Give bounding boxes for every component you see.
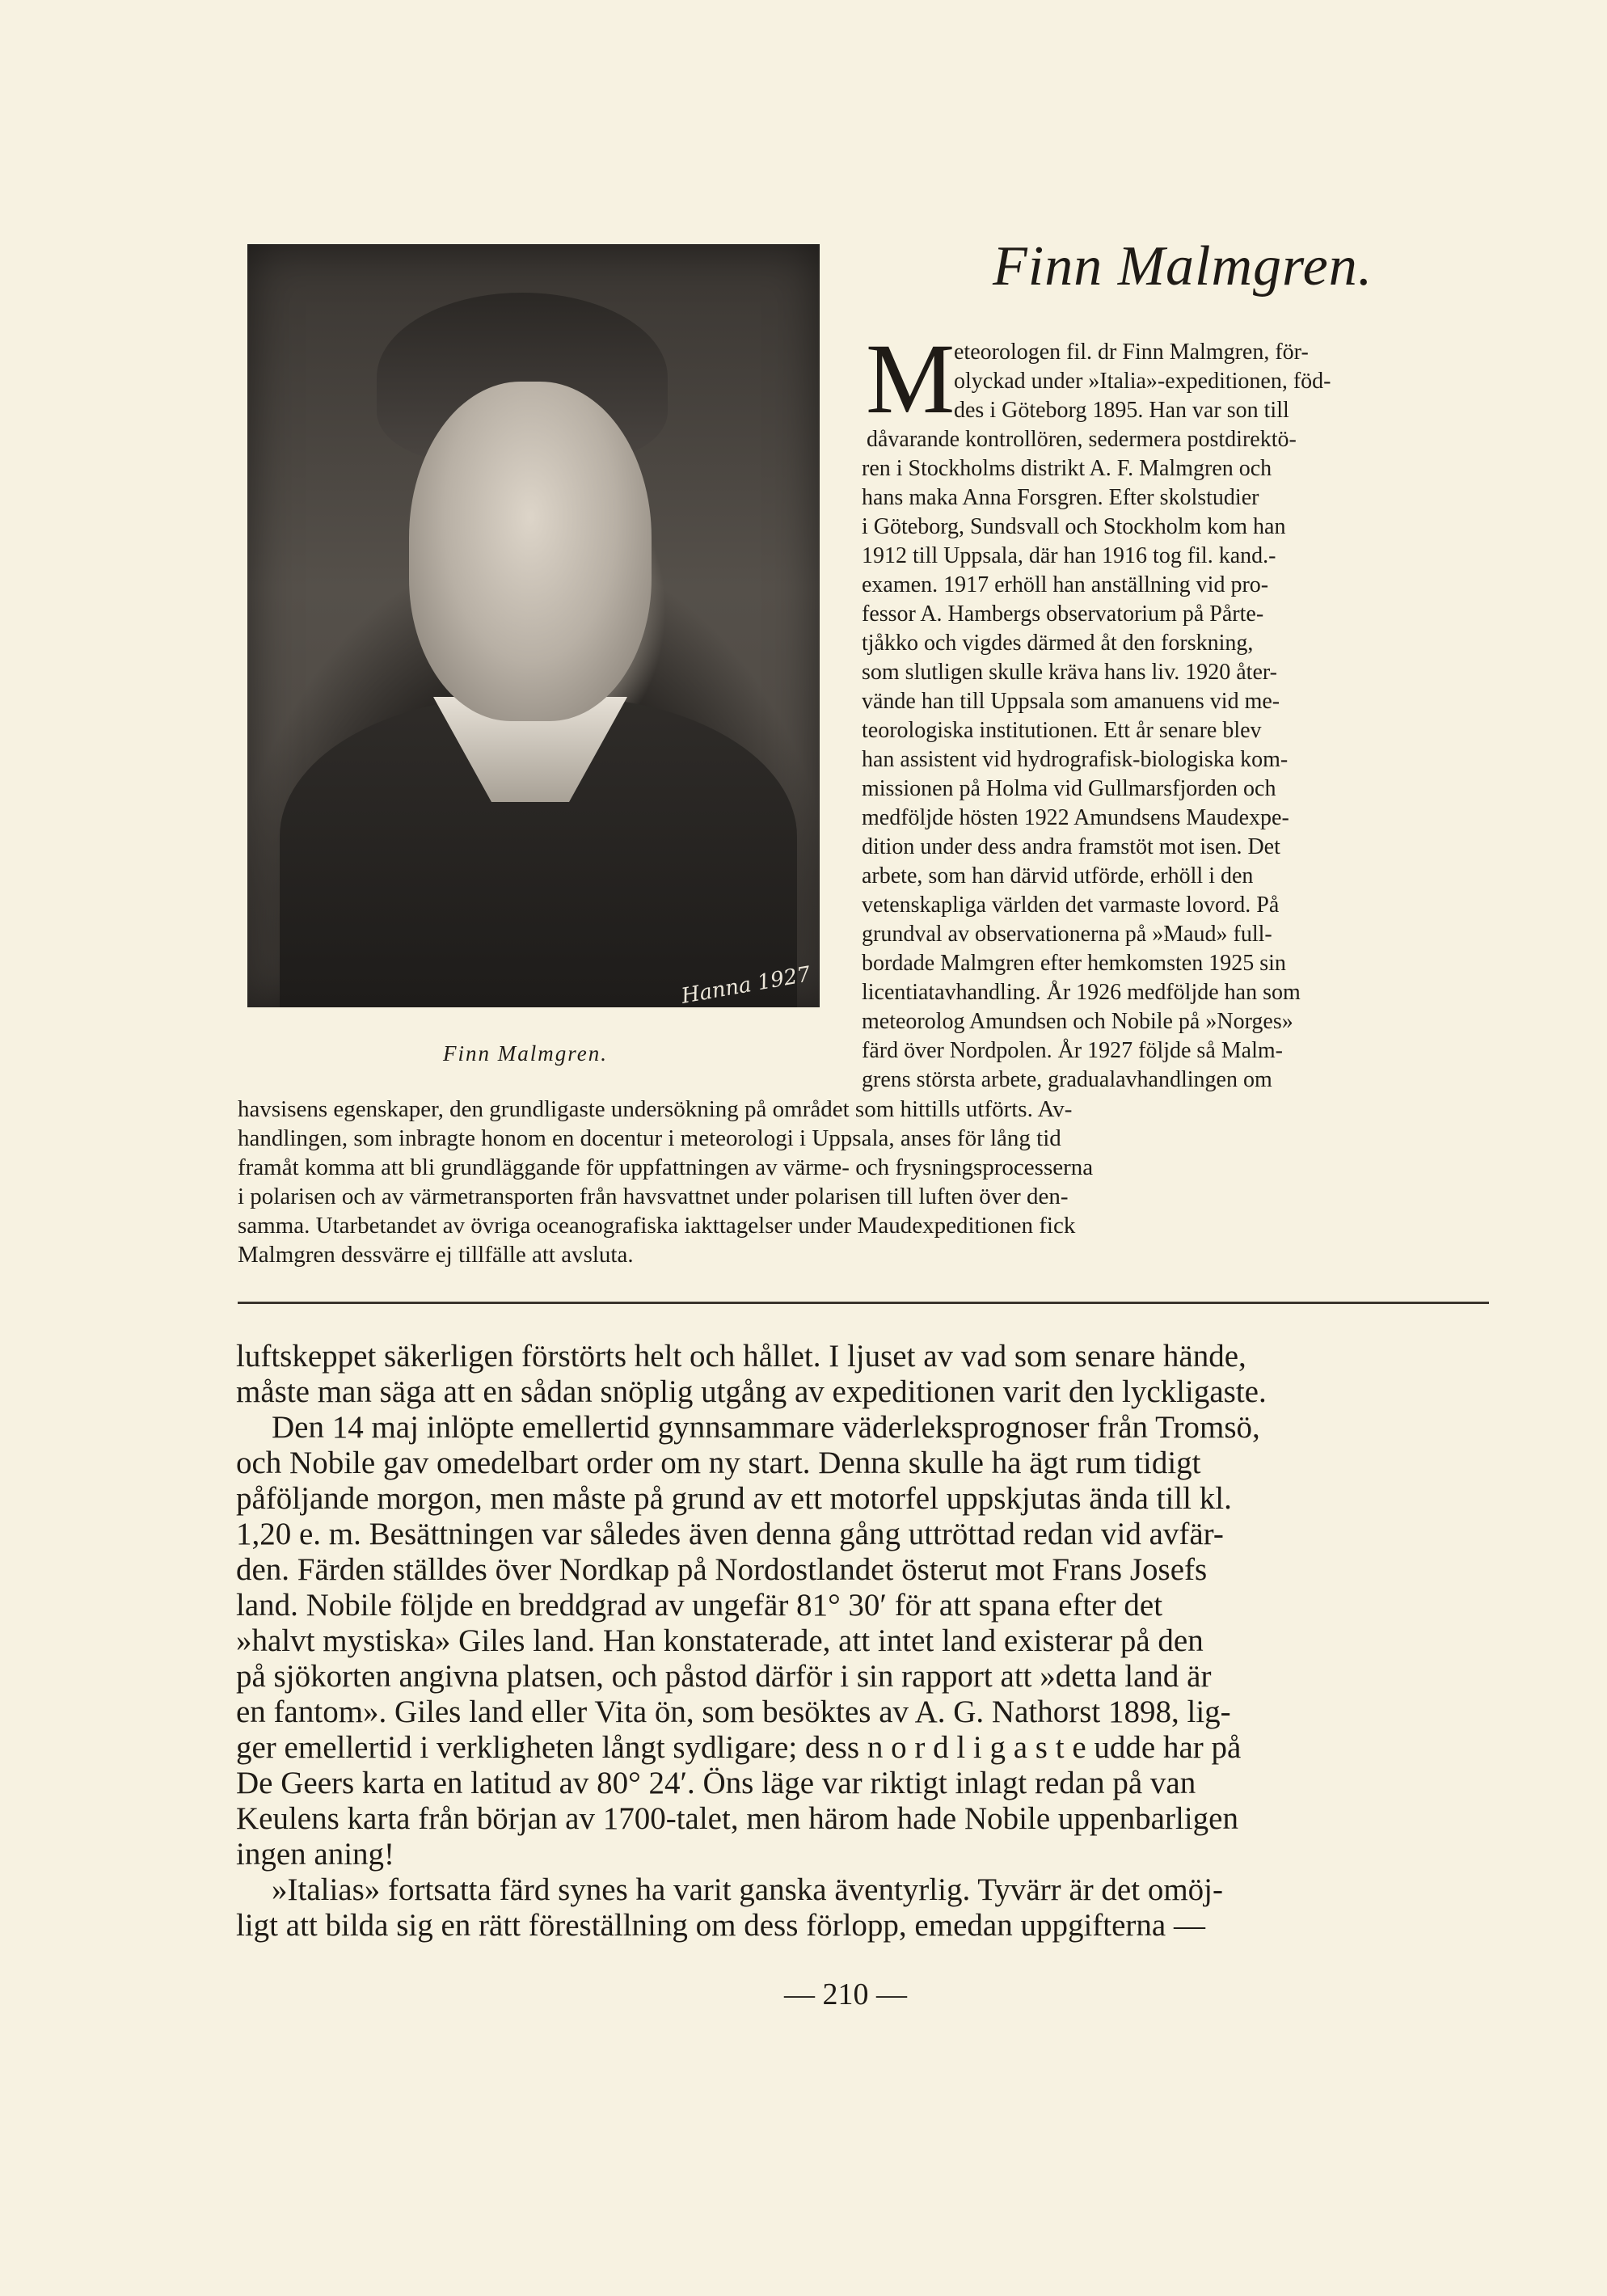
bio-line: framåt komma att bli grundläggande för uppfattningen av värme- och frysningsprocesserna bbox=[238, 1154, 1094, 1180]
bio-line: havsisens egenskaper, den grundligaste undersökning på området som hittills utförts. Av- bbox=[238, 1096, 1073, 1122]
portrait-photo bbox=[247, 244, 820, 1007]
bio-line: meteorolog Amundsen och Nobile på »Norges» bbox=[862, 1009, 1293, 1034]
main-line: ger emellertid i verkligheten långt sydligare; dess n o r d l i g a s t e udde har på bbox=[236, 1730, 1242, 1765]
bio-line: dition under dess andra framstöt mot isen. Det bbox=[862, 834, 1280, 859]
bio-line: som slutligen skulle kräva hans liv. 1920 åter- bbox=[862, 660, 1277, 685]
bio-line: färd över Nordpolen. År 1927 följde så Malm- bbox=[862, 1038, 1283, 1063]
bio-line: vände han till Uppsala som amanuens vid me- bbox=[862, 689, 1280, 714]
drop-cap: M bbox=[866, 323, 955, 434]
main-line: ligt att bilda sig en rätt föreställning om dess förlopp, emedan uppgifterna — bbox=[236, 1908, 1205, 1943]
bio-line: missionen på Holma vid Gullmarsfjorden och bbox=[862, 776, 1276, 801]
main-line: De Geers karta en latitud av 80° 24′. Öns läge var riktigt inlagt redan på van bbox=[236, 1766, 1196, 1800]
bio-line: arbete, som han därvid utförde, erhöll i den bbox=[862, 863, 1254, 888]
bio-line: examen. 1917 erhöll han anställning vid pro- bbox=[862, 572, 1269, 597]
bio-line: i polarisen och av värmetransporten från havsvattnet under polarisen till luften över den- bbox=[238, 1184, 1069, 1209]
portrait-face bbox=[409, 382, 652, 721]
bio-line: licentiatavhandling. År 1926 medföljde han som bbox=[862, 980, 1301, 1005]
bio-line: i Göteborg, Sundsvall och Stockholm kom han bbox=[862, 514, 1286, 539]
bio-line: grens största arbete, gradualavhandlingen om bbox=[862, 1067, 1272, 1092]
bio-line: han assistent vid hydrografisk-biologiska kom- bbox=[862, 747, 1289, 772]
main-line: påföljande morgon, men måste på grund av ett motorfel uppskjutas ända till kl. bbox=[236, 1481, 1232, 1516]
main-line: Den 14 maj inlöpte emellertid gynnsammare väderleksprognoser från Tromsö, bbox=[272, 1410, 1260, 1445]
main-line: »Italias» fortsatta färd synes ha varit ganska äventyrlig. Tyvärr är det omöj- bbox=[272, 1872, 1223, 1907]
main-line: land. Nobile följde en breddgrad av ungefär 81° 30′ för att spana efter det bbox=[236, 1588, 1163, 1623]
bio-line: olyckad under »Italia»-expeditionen, föd- bbox=[954, 369, 1331, 394]
bio-line: medföljde hösten 1922 Amundsens Maudexpe- bbox=[862, 805, 1289, 830]
main-line: ingen aning! bbox=[236, 1837, 395, 1872]
main-line: 1,20 e. m. Besättningen var således även denna gång uttröttad redan vid avfär- bbox=[236, 1517, 1224, 1551]
page-number: — 210 — bbox=[784, 1977, 907, 2011]
bio-line: des i Göteborg 1895. Han var son till bbox=[954, 398, 1289, 423]
main-line: måste man säga att en sådan snöplig utgång av expeditionen varit den lyckligaste. bbox=[236, 1374, 1267, 1409]
bio-line: bordade Malmgren efter hemkomsten 1925 sin bbox=[862, 951, 1286, 976]
bio-line: Malmgren dessvärre ej tillfälle att avsluta. bbox=[238, 1242, 634, 1268]
main-line: och Nobile gav omedelbart order om ny start. Denna skulle ha ägt rum tidigt bbox=[236, 1446, 1201, 1480]
bio-line: fessor A. Hambergs observatorium på Pårte- bbox=[862, 601, 1264, 627]
bio-line: vetenskapliga världen det varmaste lovord. På bbox=[862, 893, 1280, 918]
main-line: på sjökorten angivna platsen, och påstod därför i sin rapport att »detta land är bbox=[236, 1659, 1212, 1694]
bio-line: samma. Utarbetandet av övriga oceanografiska iakttagelser under Maudexpeditionen fick bbox=[238, 1213, 1076, 1239]
main-line: en fantom». Giles land eller Vita ön, som besöktes av A. G. Nathorst 1898, lig- bbox=[236, 1695, 1231, 1729]
article-title: Finn Malmgren. bbox=[993, 235, 1373, 298]
bio-line: tjåkko och vigdes därmed åt den forskning, bbox=[862, 631, 1254, 656]
section-divider bbox=[238, 1302, 1489, 1304]
bio-line: dåvarande kontrollören, sedermera postdirektö- bbox=[867, 427, 1297, 452]
main-line: »halvt mystiska» Giles land. Han konstaterade, att intet land existerar på den bbox=[236, 1623, 1204, 1658]
main-line: den. Färden ställdes över Nordkap på Nordostlandet österut mot Frans Josefs bbox=[236, 1552, 1208, 1587]
bio-line: hans maka Anna Forsgren. Efter skolstudier bbox=[862, 485, 1259, 510]
bio-line: 1912 till Uppsala, där han 1916 tog fil. kand.- bbox=[862, 543, 1276, 568]
bio-line: eteorologen fil. dr Finn Malmgren, för- bbox=[954, 340, 1309, 365]
photographer-signature: Hanna 1927 bbox=[680, 962, 813, 1009]
bio-line: ren i Stockholms distrikt A. F. Malmgren och bbox=[862, 456, 1272, 481]
bio-line: grundval av observationerna på »Maud» full- bbox=[862, 922, 1272, 947]
main-line: luftskeppet säkerligen förstörts helt och hållet. I ljuset av vad som senare hände, bbox=[236, 1339, 1246, 1374]
bio-line: teorologiska institutionen. Ett år senare blev bbox=[862, 718, 1262, 743]
bio-line: handlingen, som inbragte honom en docentur i meteorologi i Uppsala, anses för lång tid bbox=[238, 1125, 1061, 1151]
photo-caption: Finn Malmgren. bbox=[443, 1041, 608, 1066]
main-line: Keulens karta från början av 1700-talet, men härom hade Nobile uppenbarligen bbox=[236, 1801, 1238, 1836]
